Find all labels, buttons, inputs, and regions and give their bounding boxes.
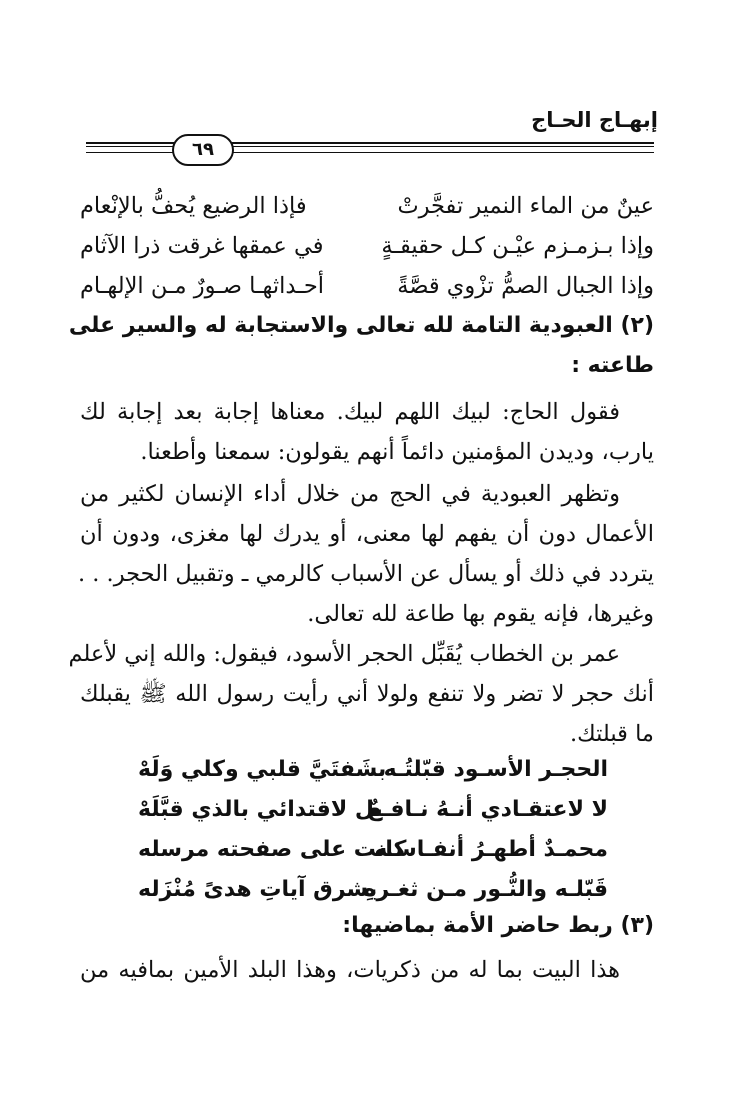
- paragraph-line: ما قبلتك.: [570, 721, 654, 747]
- section-heading: (٣) ربط حاضر الأمة بماضيها:: [342, 913, 654, 938]
- verse-second-hemistich: أحـداثهـا صـورٌ مـن الإلهـام: [80, 273, 324, 299]
- verse-second-hemistich: كانت على صفحته مرسله: [138, 837, 407, 862]
- running-title: إبهـاج الحـاج: [531, 108, 658, 132]
- paragraph-line: وغيرها، فإنه يقوم بها طاعة لله تعالى.: [307, 601, 654, 627]
- paragraph-line: هذا البيت بما له من ذكريات، وهذا البلد الأمين بمافيه من: [80, 957, 620, 983]
- section-heading: (٢) العبودية التامة لله تعالى والاستجابة له والسير على: [68, 313, 654, 338]
- verse-second-hemistich: فإذا الرضيع يُحفُّ بالإنْعام: [80, 193, 307, 219]
- verse-second-hemistich: في عمقها غرقت ذرا الآثام: [80, 233, 324, 259]
- verse-first-hemistich: عينٌ من الماء النمير تفجَّرتْ: [397, 193, 654, 219]
- paragraph-line: يارب، وديدن المؤمنين دائماً أنهم يقولون: سمعنا وأطعنا.: [140, 439, 654, 465]
- verse-second-hemistich: بشَفتَيَّ قلبي وكلي وَلَهْ: [138, 757, 387, 782]
- verse-first-hemistich: محمـدٌ أطهـرُ أنفـاسـه: [374, 837, 608, 862]
- paragraph-line: فقول الحاج: لبيك اللهم لبيك. معناها إجابة بعد إجابة لك: [80, 399, 620, 425]
- paragraph-line: عمر بن الخطاب يُقَبِّل الحجر الأسود، فيقول: والله إني لأعلم: [68, 641, 620, 667]
- paragraph-line: وتظهر العبودية في الحج من خلال أداء الإنسان لكثير من: [80, 481, 620, 507]
- header-double-rule-left: [86, 146, 178, 147]
- poem2-verse: [138, 830, 608, 870]
- header-rule: [86, 142, 654, 144]
- paragraph-line: يتردد في ذلك أو يسأل عن الأسباب كالرمي ـ وتقبيل الحجر. . .: [77, 561, 654, 587]
- section-heading-continued: طاعته :: [571, 353, 654, 378]
- verse-first-hemistich: وإذا بـزمـزم عيْـن كـل حقيقـةٍ: [381, 233, 654, 259]
- paragraph-line: الأعمال دون أن يفهم لها معنى، أو يدرك لها مغزى، ودون أن: [80, 521, 654, 547]
- header-double-rule-left: [86, 152, 178, 153]
- poem1-verse: [80, 226, 654, 266]
- verse-first-hemistich: وإذا الجبال الصمُّ تزْوي قصَّةً: [397, 273, 654, 299]
- verse-second-hemistich: بل لاقتدائي بالذي قبَّلَهْ: [138, 797, 383, 822]
- poem2-verse: [138, 870, 608, 910]
- poem1-verse: [80, 266, 654, 306]
- verse-first-hemistich: لا لاعتقـادي أنـهُ نـافـعٌ: [367, 797, 608, 822]
- poem2-verse: [138, 790, 608, 830]
- page-number: ٦٩: [172, 134, 234, 166]
- verse-first-hemistich: الحجـر الأسـود قبّلتُـه: [383, 757, 608, 782]
- paragraph-line: أنك حجر لا تضر ولا تنفع ولولا أني رأيت رسول الله ﷺ يقبلك: [80, 681, 654, 707]
- poem2-verse: [138, 750, 608, 790]
- verse-first-hemistich: قَبّلـه والنُّـور مـن ثغـرهِ: [363, 877, 608, 902]
- header-double-rule-right: [226, 152, 654, 153]
- poem1-verse: [80, 186, 654, 226]
- header-double-rule-right: [226, 146, 654, 147]
- verse-second-hemistich: يشرق آياتِ هدىً مُنْزَله: [138, 877, 378, 902]
